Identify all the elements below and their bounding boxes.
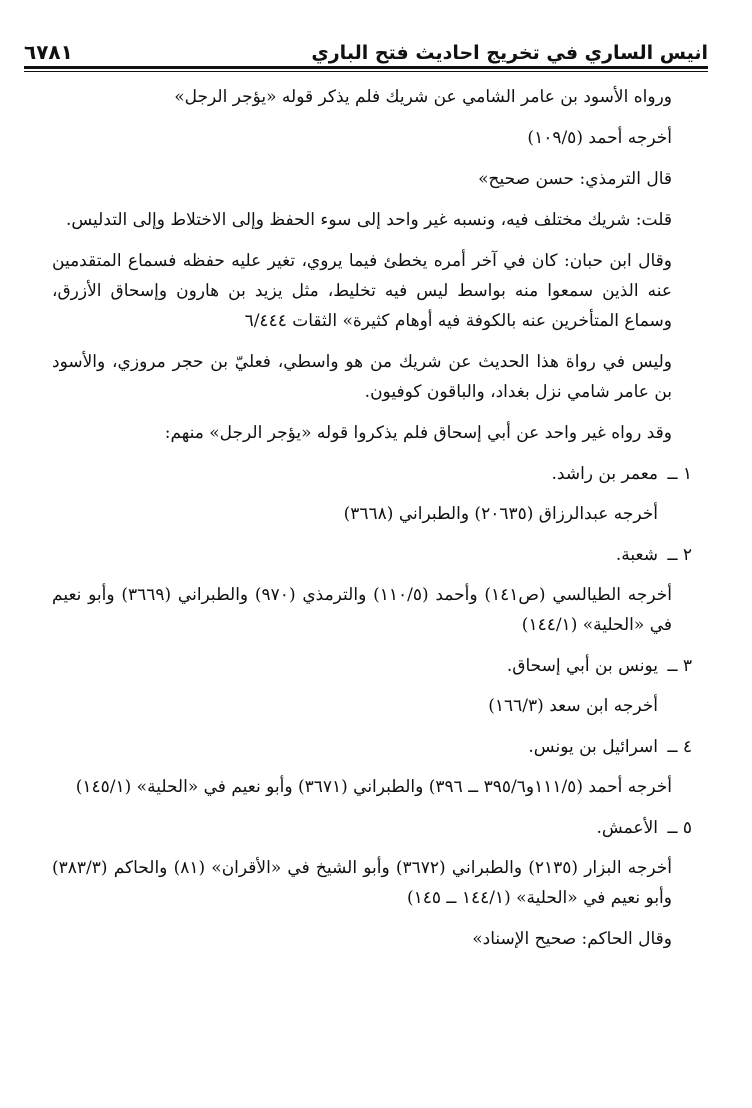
narrator-name: يونس بن أبي إسحاق. [506,656,658,676]
item-number: ٣ ــ [667,656,692,676]
list-item-heading [52,651,706,681]
narrator-name: اسرائيل بن يونس. [528,737,658,757]
takhrij-text: أخرجه عبدالرزاق (٢٠٦٣٥) والطبراني (٣٦٦٨) [343,504,658,524]
narrator-name: معمر بن راشد. [551,464,658,484]
header-rule-thin [24,71,708,72]
list-item-heading [52,459,706,489]
narrator-name: الأعمش. [596,818,658,838]
page-number: ٦٧٨١ [24,40,73,64]
page-body [52,82,706,965]
takhrij-text: أخرجه البزار (٢١٣٥) والطبراني (٣٦٧٢) وأبو الشيخ في «الأقران» (٨١) والحاكم (٣٨٣/٣) وأبو نعيم في «الحلية» (١٤٤/١ ــ ١٤٥) [52,858,672,908]
closing-paragraph: وقال الحاكم: صحيح الإسناد» [472,929,672,949]
takhrij-text: أخرجه ابن سعد (١٦٦/٣) [488,696,658,716]
list-item [52,459,706,529]
paragraph: وقد رواه غير واحد عن أبي إسحاق فلم يذكروا قوله «يؤجر الرجل» منهم: [164,423,672,443]
paragraph: قال الترمذي: حسن صحيح» [478,169,672,189]
header-rule [24,66,708,69]
paragraph: قلت: شريك مختلف فيه، ونسبه غير واحد إلى سوء الحفظ وإلى الاختلاط وإلى التدليس. [65,210,672,230]
list-item-heading [52,813,706,843]
paragraph: وليس في رواة هذا الحديث عن شريك من هو واسطي، فعليّ بن حجر مروزي، والأسود بن عامر شامي نزل بغداد، والباقون كوفيون. [52,352,672,402]
narrator-list [52,459,706,913]
book-title: انيس الساري في تخريج احاديث فتح الباري [311,42,708,64]
item-number: ٢ ــ [667,545,692,565]
list-item [52,813,706,913]
list-item-heading [52,540,706,570]
paragraph: أخرجه أحمد (١٠٩/٥) [527,128,672,148]
paragraph: ورواه الأسود بن عامر الشامي عن شريك فلم يذكر قوله «يؤجر الرجل» [174,87,672,107]
paragraph: وقال ابن حبان: كان في آخر أمره يخطئ فيما يروي، تغير عليه حفظه فسماع المتقدمين عنه الذين سمعوا منه بواسط ليس فيه تخليط، مثل يزيد بن هارون وإسحاق الأزرق، وسماع المتأخرين عنه بالكوفة فيه أوهام كثيرة» الثقات ٦/٤٤٤ [52,251,672,331]
item-number: ١ ــ [667,464,692,484]
list-item [52,651,706,721]
list-item [52,540,706,640]
item-number: ٥ ــ [667,818,692,838]
narrator-name: شعبة. [615,545,658,565]
takhrij-text: أخرجه أحمد (١١١/٥و٣٩٥/٦ ــ ٣٩٦) والطبراني (٣٦٧١) وأبو نعيم في «الحلية» (١٤٥/١) [75,777,672,797]
running-header [24,30,708,64]
list-item [52,732,706,802]
takhrij-text: أخرجه الطيالسي (ص١٤١) وأحمد (١١٠/٥) والترمذي (٩٧٠) والطبراني (٣٦٦٩) وأبو نعيم في «الحلية» (١٤٤/١) [52,585,673,635]
list-item-heading [52,732,706,762]
item-number: ٤ ــ [667,737,692,757]
